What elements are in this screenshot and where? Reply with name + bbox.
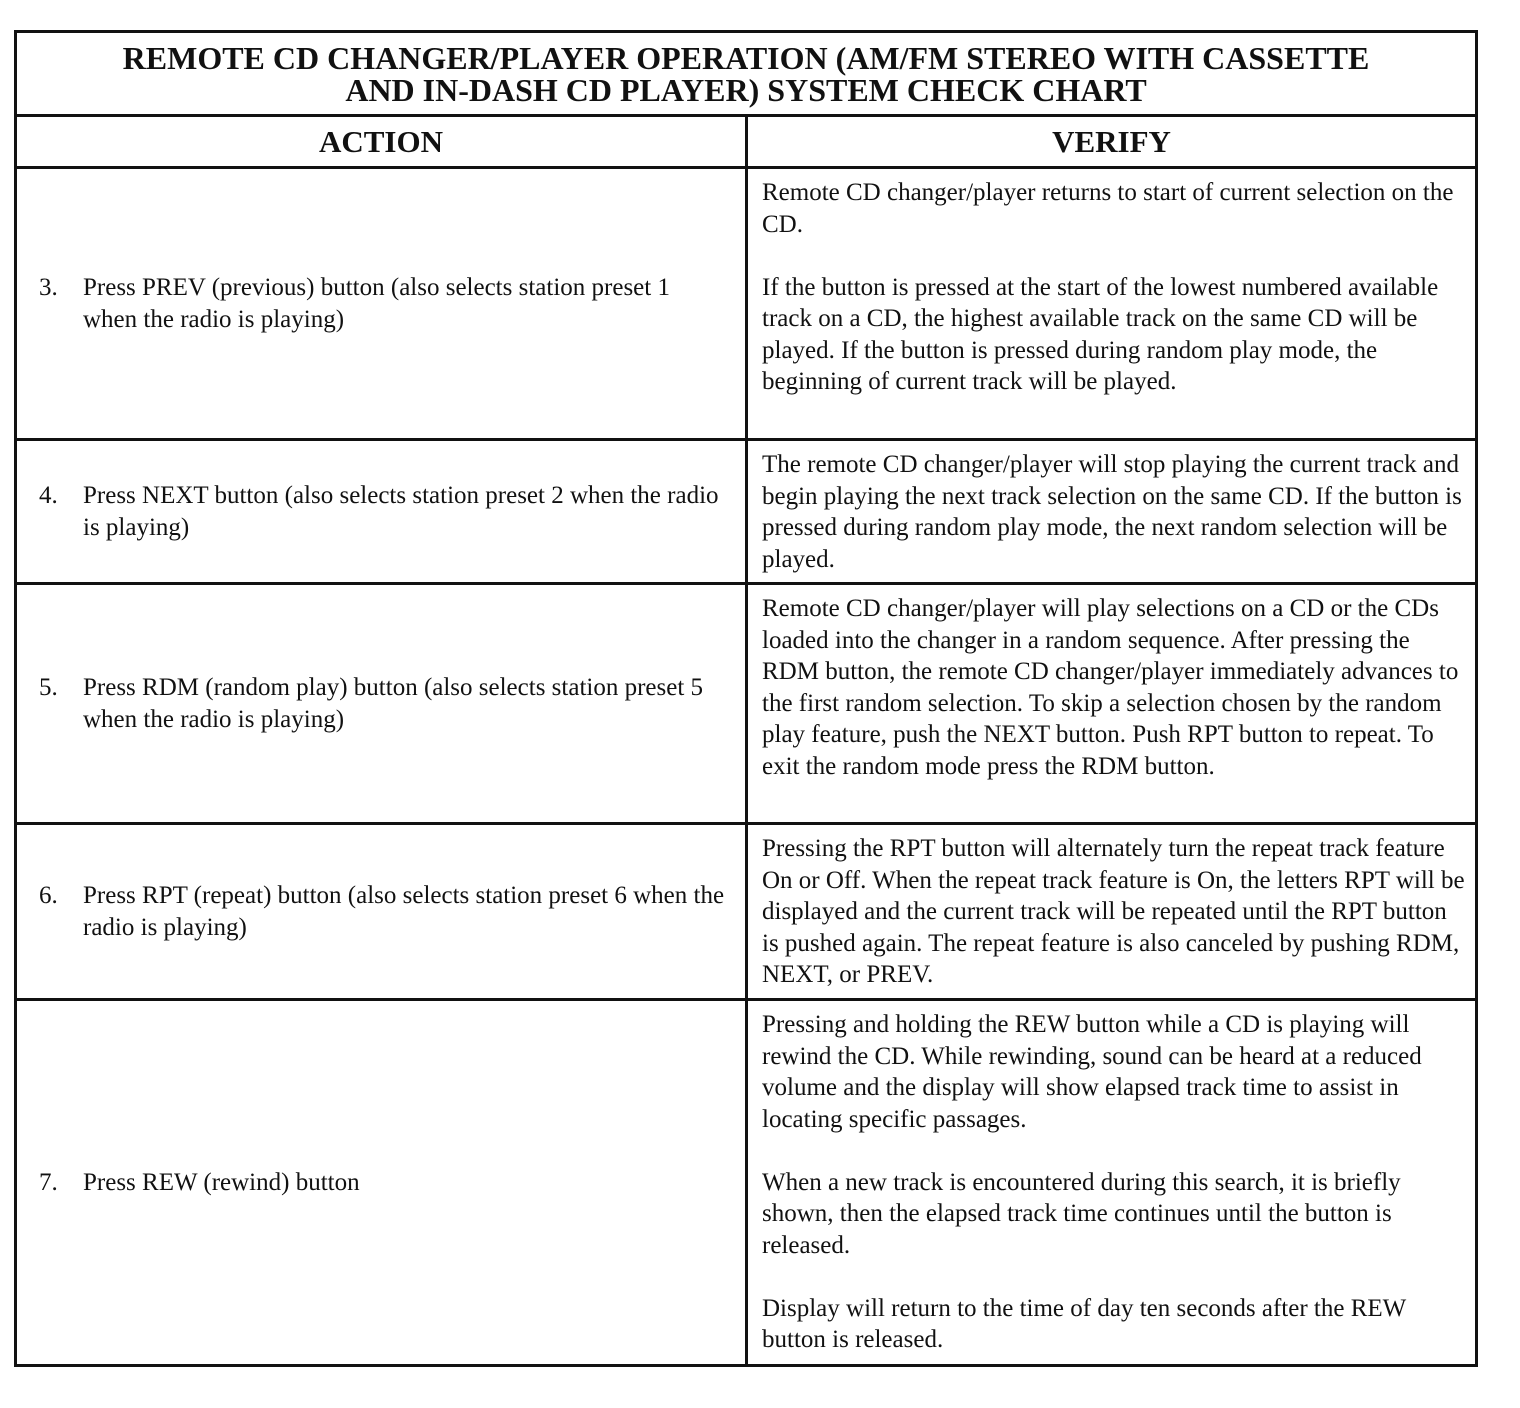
table-row <box>16 824 1477 1000</box>
verify-paragraph: Remote CD changer/player returns to start of current selection on the CD. <box>762 179 1454 238</box>
step-number: 7. <box>39 1168 58 1196</box>
action-cell <box>16 824 747 1000</box>
verify-cell <box>747 440 1477 584</box>
table-row <box>16 584 1477 824</box>
verify-cell <box>747 168 1477 440</box>
action-cell <box>16 584 747 824</box>
verify-cell <box>747 824 1477 1000</box>
step-number: 3. <box>39 273 58 301</box>
chart-title-line-2: AND IN-DASH CD PLAYER) SYSTEM CHECK CHART <box>345 71 1147 108</box>
chart-title <box>16 32 1477 116</box>
step-action-text: Press RDM (random play) button (also selects station preset 5 when the radio is playing) <box>83 673 704 733</box>
chart-title-row <box>16 32 1477 116</box>
step-number: 5. <box>39 673 58 701</box>
step-action-text: Press PREV (previous) button (also selects station preset 1 when the radio is playing) <box>83 273 670 333</box>
action-cell <box>16 168 747 440</box>
action-column-header: ACTION <box>16 116 747 168</box>
verify-paragraph: The remote CD changer/player will stop playing the current track and begin playing the next track selection on the same CD. If the button is pressed during random play mode, the next random selection will be played. <box>762 451 1462 573</box>
verify-paragraph: Pressing the RPT button will alternately turn the repeat track feature On or Off. When the repeat track feature is On, the letters RPT will be displayed and the current track will be repeated until the RPT button is pushed again. The repeat feature is also canceled by pushing RDM, NEXT, or PREV. <box>762 835 1465 988</box>
step-number: 6. <box>39 881 58 909</box>
verify-cell <box>747 584 1477 824</box>
step-action-text: Press RPT (repeat) button (also selects station preset 6 when the radio is playing) <box>83 881 725 941</box>
table-row <box>16 1000 1477 1366</box>
verify-paragraph: When a new track is encountered during this search, it is briefly shown, then the elapsed track time continues until the button is released. <box>762 1168 1401 1259</box>
action-cell <box>16 1000 747 1366</box>
step-number: 4. <box>39 481 58 509</box>
verify-paragraph: If the button is pressed at the start of the lowest numbered available track on a CD, the highest available track on the same CD will be played. If the button is pressed during random play mode, the beginning of current track will be played. <box>762 273 1439 395</box>
action-cell <box>16 440 747 584</box>
verify-paragraph: Pressing and holding the REW button while a CD is playing will rewind the CD. While rewinding, sound can be heard at a reduced volume and the display will show elapsed track time to assist in locating specific passages. <box>762 1011 1422 1133</box>
step-action-text: Press REW (rewind) button <box>83 1168 360 1196</box>
table-row <box>16 168 1477 440</box>
system-check-chart <box>14 30 1478 1367</box>
chart-title-line-1: REMOTE CD CHANGER/PLAYER OPERATION (AM/FM STEREO WITH CASSETTE <box>122 39 1370 76</box>
verify-column-header: VERIFY <box>747 116 1477 168</box>
table-row <box>16 440 1477 584</box>
verify-paragraph: Display will return to the time of day ten seconds after the REW button is released. <box>762 1294 1406 1353</box>
step-action-text: Press NEXT button (also selects station preset 2 when the radio is playing) <box>83 481 719 541</box>
verify-paragraph: Remote CD changer/player will play selections on a CD or the CDs loaded into the changer in a random sequence. After pressing the RDM button, the remote CD changer/player immediately advances to the first random selection. To skip a selection chosen by the random play feature, push the NEXT button. Push RPT button to repeat. To exit the random mode press the RDM button. <box>762 595 1459 780</box>
verify-cell <box>747 1000 1477 1366</box>
column-header-row <box>16 116 1477 168</box>
